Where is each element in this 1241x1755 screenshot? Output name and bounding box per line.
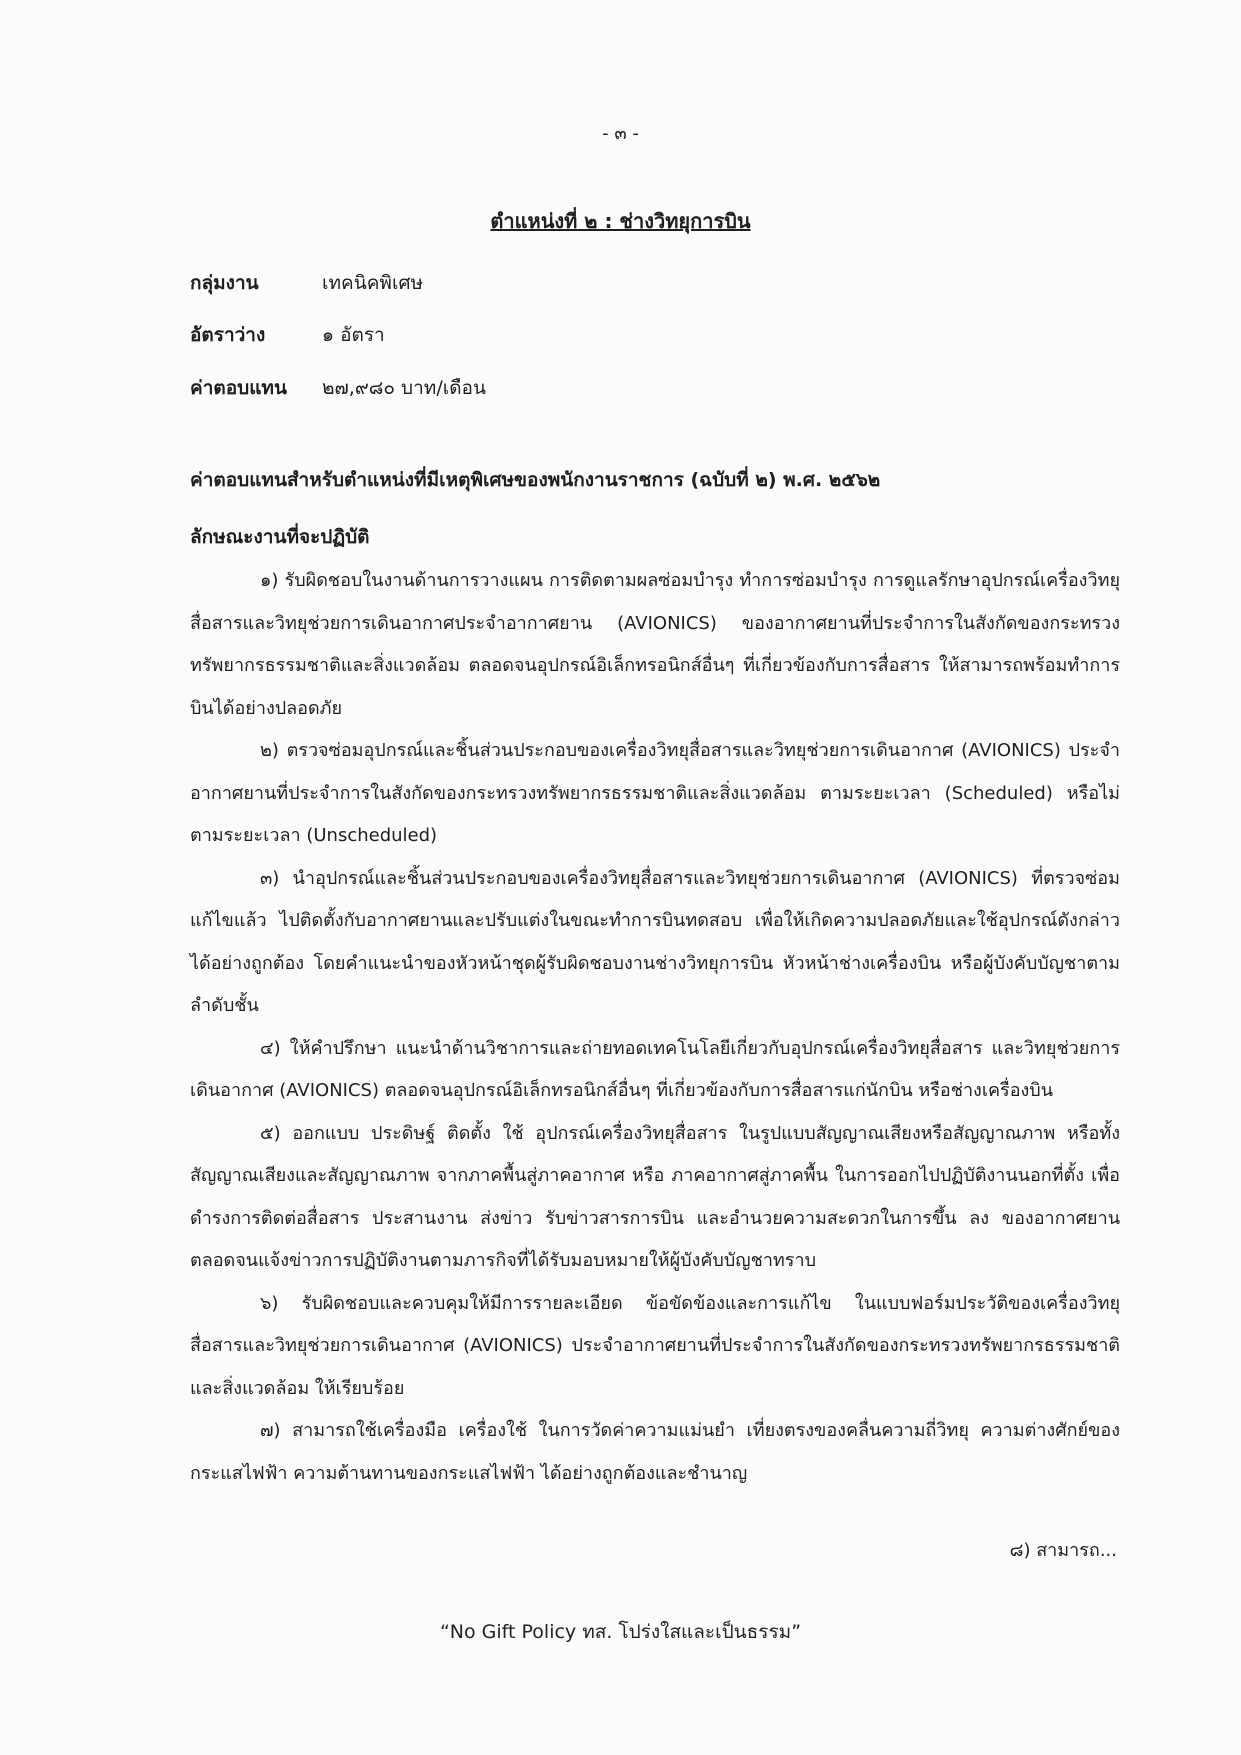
field-value: ๑ อัตรา (322, 324, 385, 346)
compensation-note: ค่าตอบแทนสำหรับตำแหน่งที่มีเหตุพิเศษของพนักงานราชการ (ฉบับที่ ๒) พ.ศ. ๒๕๖๒ (190, 469, 881, 491)
duty-item: ๑) รับผิดชอบในงานด้านการวางแผน การติดตามผลซ่อมบำรุง ทำการซ่อมบำรุง การดูแลรักษาอุปกรณ์เครื่องวิทยุสื่อสารและวิทยุช่วยการเดินอากาศประจำอากาศยาน (AVIONICS) ของอากาศยานที่ประจำการในสังกัดของกระทรวงทรัพยากรธรรมชาติและสิ่งแวดล้อม ตลอดจนอุปกรณ์อิเล็กทรอนิกส์อื่นๆ ที่เกี่ยวข้องกับการสื่อสาร ให้สามารถพร้อมทำการบินได้อย่างปลอดภัย (190, 570, 1120, 719)
field-label: กลุ่มงาน (190, 272, 259, 294)
duties-list (190, 560, 1120, 1495)
field-label: อัตราว่าง (190, 324, 266, 346)
duties-heading: ลักษณะงานที่จะปฏิบัติ (190, 526, 370, 548)
duty-item: ๔) ให้คำปรึกษา แนะนำด้านวิชาการและถ่ายทอดเทคโนโลยีเกี่ยวกับอุปกรณ์เครื่องวิทยุสื่อสาร และวิทยุช่วยการเดินอากาศ (AVIONICS) ตลอดจนอุปกรณ์อิเล็กทรอนิกส์อื่นๆ ที่เกี่ยวข้องกับการสื่อสารแก่นักบิน หรือช่างเครื่องบิน (190, 1037, 1120, 1101)
duty-item: ๒) ตรวจซ่อมอุปกรณ์และชิ้นส่วนประกอบของเครื่องวิทยุสื่อสารและวิทยุช่วยการเดินอากาศ (AVIONICS) ประจำอากาศยานที่ประจำการในสังกัดของกระทรวงทรัพยากรธรรมชาติและสิ่งแวดล้อม ตามระยะเวลา (Scheduled) หรือไม่ตามระยะเวลา (Unscheduled) (190, 740, 1120, 846)
duty-item: ๖) รับผิดชอบและควบคุมให้มีการรายละเอียด ข้อขัดข้องและการแก้ไข ในแบบฟอร์มประวัติของเครื่องวิทยุสื่อสารและวิทยุช่วยการเดินอากาศ (AVIONICS) ประจำอากาศยานที่ประจำการในสังกัดของกระทรวงทรัพยากรธรรมชาติและสิ่งแวดล้อม ให้เรียบร้อย (190, 1292, 1120, 1399)
position-title: ตำแหน่งที่ ๒ : ช่างวิทยุการบิน (490, 209, 751, 233)
footer-slogan: “No Gift Policy ทส. โปร่งใสและเป็นธรรม” (439, 1621, 802, 1643)
duty-item: ๕) ออกแบบ ประดิษฐ์ ติดตั้ง ใช้ อุปกรณ์เครื่องวิทยุสื่อสาร ในรูปแบบสัญญาณเสียงหรือสัญญาณภาพ หรือทั้งสัญญาณเสียงและสัญญาณภาพ จากภาคพื้นสู่ภาคอากาศ หรือ ภาคอากาศสู่ภาคพื้น ในการออกไปปฏิบัติงานนอกที่ตั้ง เพื่อดำรงการติดต่อสื่อสาร ประสานงาน ส่งข่าว รับข่าวสารการบิน และอำนวยความสะดวกในการขึ้น ลง ของอากาศยาน ตลอดจนแจ้งข่าวการปฏิบัติงานตามภารกิจที่ได้รับมอบหมายให้ผู้บังคับบัญชาทราบ (190, 1122, 1120, 1271)
field-value: เทคนิคพิเศษ (322, 272, 424, 294)
field-label: ค่าตอบแทน (190, 377, 287, 399)
duty-item: ๗) สามารถใช้เครื่องมือ เครื่องใช้ ในการวัดค่าความแม่นยำ เที่ยงตรงของคลื่นความถี่วิทยุ ความต่างศักย์ของกระแสไฟฟ้า ความต้านทานของกระแสไฟฟ้า ได้อย่างถูกต้องและชำนาญ (190, 1420, 1120, 1484)
field-vacancies (190, 320, 385, 350)
page-number: - ๓ - (602, 123, 639, 144)
field-compensation (190, 373, 486, 403)
continued-marker: ๘) สามารถ... (1009, 1540, 1117, 1561)
duty-item: ๓) นำอุปกรณ์และชิ้นส่วนประกอบของเครื่องวิทยุสื่อสารและวิทยุช่วยการเดินอากาศ (AVIONICS) ที่ตรวจซ่อมแก้ไขแล้ว ไปติดตั้งกับอากาศยานและปรับแต่งในขณะทำการบินทดสอบ เพื่อให้เกิดความปลอดภัยและใช้อุปกรณ์ดังกล่าวได้อย่างถูกต้อง โดยคำแนะนำของหัวหน้าชุดผู้รับผิดชอบงานช่างวิทยุการบิน หัวหน้าช่างเครื่องบิน หรือผู้บังคับบัญชาตามลำดับชั้น (190, 867, 1120, 1016)
field-work-group (190, 268, 423, 298)
field-value: ๒๗,๙๘๐ บาท/เดือน (322, 377, 486, 399)
